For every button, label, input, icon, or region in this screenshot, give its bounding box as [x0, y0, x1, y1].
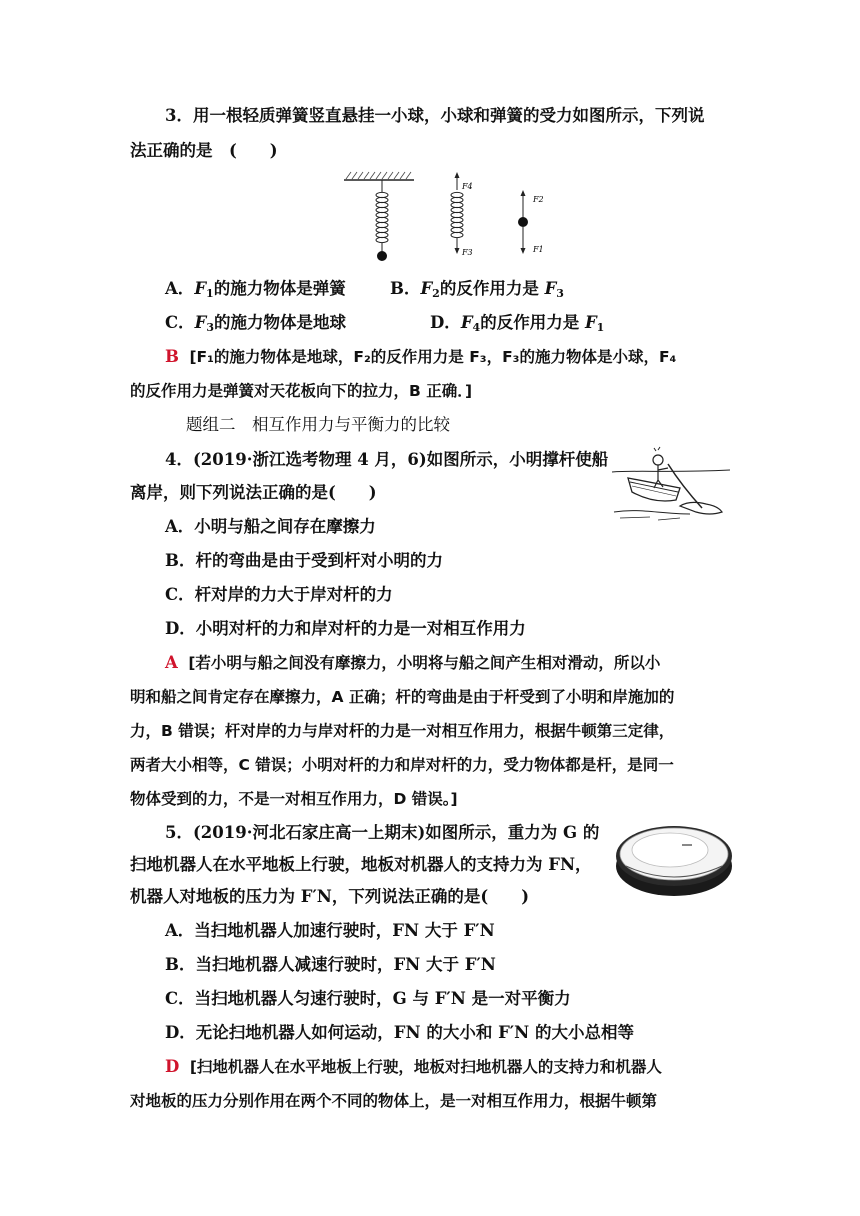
- q5-answer: D: [165, 1057, 180, 1076]
- q5-stem-line3: 机器人对地板的压力为 F′N，下列说法正确的是( ): [130, 887, 530, 906]
- q3-option-b: B．$F_2$的反作用力是 $F_3$: [390, 279, 564, 300]
- q5-option-a: A．当扫地机器人加速行驶时，FN 大于 F′N: [165, 921, 495, 940]
- q5-option-b: B．当扫地机器人减速行驶时，FN 大于 F′N: [165, 955, 496, 974]
- q3-stem-line1: 3．用一根轻质弹簧竖直悬挂一小球，小球和弹簧的受力如图所示，下列说: [165, 106, 705, 125]
- q4-stem-line2: 离岸，则下列说法正确的是( ): [130, 483, 377, 502]
- q3-explanation-line2: 的反作用力是弹簧对天花板向下的拉力，B 正确．]: [130, 382, 473, 400]
- q4-explanation-line2: 明和船之间肯定存在摩擦力，A 正确；杆的弯曲是由于杆受到了小明和岸施加的: [130, 688, 675, 706]
- label-f1: F1: [533, 245, 544, 254]
- q5-option-d: D．无论扫地机器人如何运动，FN 的大小和 F′N 的大小总相等: [165, 1023, 634, 1042]
- q5-explanation-line2: 对地板的压力分别作用在两个不同的物体上，是一对相互作用力，根据牛顿第: [130, 1092, 658, 1110]
- q3-explanation-line1: B [F₁的施力物体是地球，F₂的反作用力是 F₃，F₃的施力物体是小球，F₄: [165, 347, 677, 366]
- q5-explanation-line1: D [扫地机器人在水平地板上行驶，地板对扫地机器人的支持力和机器人: [165, 1057, 662, 1076]
- boat-pole-figure: [610, 446, 735, 524]
- q4-explanation-line3: 力，B 错误；杆对岸的力与岸对杆的力是一对相互作用力，根据牛顿第三定律，: [130, 722, 675, 740]
- label-f3: F3: [462, 248, 473, 257]
- q4-stem-line1: 4．(2019·浙江选考物理 4 月，6)如图所示，小明撑杆使船: [165, 450, 609, 469]
- q3-stem-line2: 法正确的是 ( ): [130, 141, 278, 160]
- q3-option-a: A．$F_1$的施力物体是弹簧: [165, 279, 346, 300]
- q4-option-c: C．杆对岸的力大于岸对杆的力: [165, 585, 393, 604]
- q3-answer: B: [165, 347, 179, 366]
- label-f4: F4: [462, 182, 473, 191]
- q4-option-a: A．小明与船之间存在摩擦力: [165, 517, 376, 536]
- group2-heading: 题组二 相互作用力与平衡力的比较: [186, 415, 450, 434]
- q4-explanation-line4: 两者大小相等，C 错误；小明对杆的力和岸对杆的力，受力物体都是杆，是同一: [130, 756, 674, 774]
- q4-explanation-line1: A [若小明与船之间没有摩擦力，小明将与船之间产生相对滑动，所以小: [165, 653, 661, 672]
- q5-stem-line2: 扫地机器人在水平地板上行驶，地板对机器人的支持力为 FN，: [130, 855, 592, 874]
- q3-option-d: D．$F_4$的反作用力是 $F_1$: [430, 313, 605, 334]
- q4-option-d: D．小明对杆的力和岸对杆的力是一对相互作用力: [165, 619, 526, 638]
- q5-option-c: C．当扫地机器人匀速行驶时，G 与 F′N 是一对平衡力: [165, 989, 571, 1008]
- spring-force-figure: [340, 170, 560, 266]
- label-f2: F2: [533, 195, 544, 204]
- q3-option-c: C．$F_3$的施力物体是地球: [165, 313, 347, 334]
- q4-explanation-line5: 物体受到的力，不是一对相互作用力，D 错误。]: [130, 790, 458, 808]
- q4-answer: A: [165, 653, 178, 672]
- q4-option-b: B．杆的弯曲是由于受到杆对小明的力: [165, 551, 443, 570]
- robot-vacuum-figure: [612, 816, 736, 900]
- q5-stem-line1: 5．(2019·河北石家庄高一上期末)如图所示，重力为 G 的: [165, 823, 600, 842]
